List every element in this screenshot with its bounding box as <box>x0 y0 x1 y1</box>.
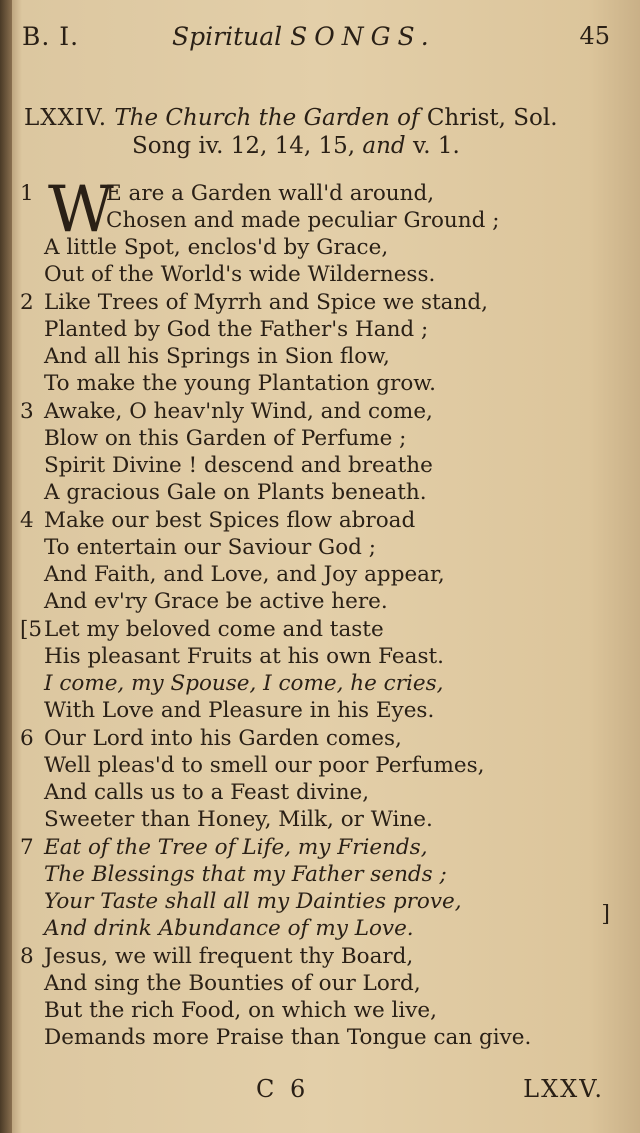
verse-line: With Love and Pleasure in his Eyes. <box>44 698 435 723</box>
signature-mark: C 6 <box>256 1075 310 1103</box>
verse-line: And Faith, and Love, and Joy appear, <box>44 562 445 587</box>
stanza <box>16 398 616 506</box>
running-title-italic: Spiritual <box>172 22 283 51</box>
stanza <box>16 943 616 1051</box>
book-section: B. I. <box>22 22 80 51</box>
stanza-number: 8 <box>20 944 34 969</box>
hymn-title <box>24 104 620 160</box>
running-title-caps: SONGS. <box>290 22 436 51</box>
hymn-verses <box>16 173 616 1052</box>
verse-line: Well pleas'd to smell our poor Perfumes, <box>44 753 485 778</box>
verse-line: Spirit Divine ! descend and breathe <box>44 453 433 478</box>
running-title <box>172 22 436 51</box>
page-number: 45 <box>579 22 610 50</box>
verse-line: And drink Abundance of my Love. <box>44 916 414 941</box>
verse-line: And all his Springs in Sion flow, <box>44 344 390 369</box>
verse-line: Blow on this Garden of Perfume ; <box>44 426 407 451</box>
page-binding-edge <box>0 0 12 1133</box>
stanza-number: 7 <box>20 835 34 860</box>
stanza-number: 3 <box>20 399 34 424</box>
stanza <box>16 507 616 615</box>
verse-line: Your Taste shall all my Dainties prove, <box>44 889 462 914</box>
verse-line: Chosen and made peculiar Ground ; <box>106 208 500 233</box>
verse-line: Our Lord into his Garden comes, <box>44 726 402 751</box>
verse-line: And sing the Bounties of our Lord, <box>44 971 421 996</box>
scripture-reference <box>24 132 620 160</box>
verse-line: And calls us to a Feast divine, <box>44 780 370 805</box>
verse-line: Let my beloved come and taste <box>44 617 384 642</box>
running-head <box>22 22 620 58</box>
stanza-number: 2 <box>20 290 34 315</box>
verse-line: Demands more Praise than Tongue can give. <box>44 1025 532 1050</box>
verse-line: Awake, O heav'nly Wind, and come, <box>44 399 433 424</box>
scripture-ref-main: Song iv. 12, 14, 15, <box>132 133 356 159</box>
drop-cap: W <box>48 173 114 247</box>
verse-line: To entertain our Saviour God ; <box>44 535 377 560</box>
verse-line: Like Trees of Myrrh and Spice we stand, <box>44 290 488 315</box>
verse-line: Planted by God the Father's Hand ; <box>44 317 429 342</box>
stanza-number: 6 <box>20 726 34 751</box>
verse-line: Eat of the Tree of Life, my Friends, <box>44 835 428 860</box>
verse-line: But the rich Food, on which we live, <box>44 998 437 1023</box>
verse-line: Jesus, we will frequent thy Board, <box>44 944 414 969</box>
verse-line: A little Spot, enclos'd by Grace, <box>44 235 389 260</box>
hymn-number: LXXIV. <box>24 105 108 131</box>
verse-line: E are a Garden wall'd around, <box>106 181 435 206</box>
verse-line: And ev'ry Grace be active here. <box>44 589 388 614</box>
hymn-title-roman: Christ, Sol. <box>426 105 558 131</box>
stanza <box>16 725 616 833</box>
scripture-ref-and: and <box>362 133 406 159</box>
verse-line: I come, my Spouse, I come, he cries, <box>44 671 444 696</box>
page-footer <box>0 1075 640 1115</box>
verse-line: Sweeter than Honey, Milk, or Wine. <box>44 807 433 832</box>
catchword: LXXV. <box>523 1075 604 1103</box>
hymn-title-italic: The Church the Garden of <box>114 105 420 131</box>
stanza-number: [5 <box>20 617 43 642</box>
verse-line: The Blessings that my Father sends ; <box>44 862 447 887</box>
stanza-number: 4 <box>20 508 34 533</box>
stanza <box>16 616 616 724</box>
closing-bracket: ] <box>601 902 610 927</box>
verse-line: To make the young Plantation grow. <box>44 371 436 396</box>
verse-line: A gracious Gale on Plants beneath. <box>44 480 427 505</box>
stanza <box>16 173 616 288</box>
verse-line: Make our best Spices flow abroad <box>44 508 416 533</box>
scripture-ref-end: v. 1. <box>412 133 460 159</box>
stanza <box>16 834 616 942</box>
verse-line: Out of the World's wide Wilderness. <box>44 262 436 287</box>
stanza <box>16 289 616 397</box>
verse-line: His pleasant Fruits at his own Feast. <box>44 644 444 669</box>
stanza-number: 1 <box>20 181 34 206</box>
